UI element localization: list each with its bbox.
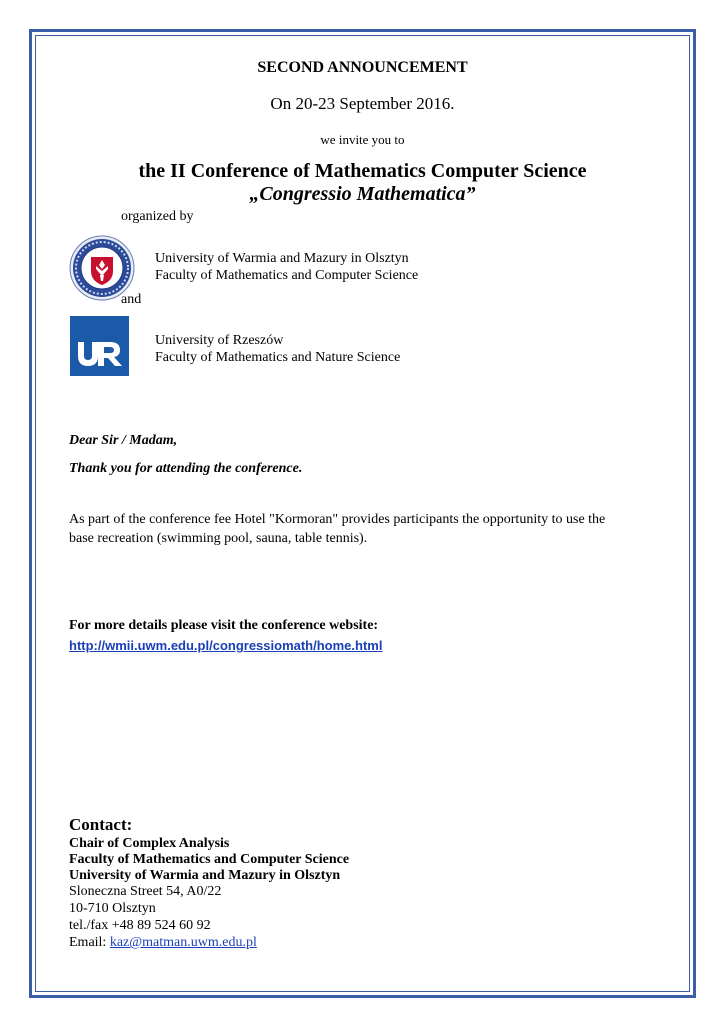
contact-email-line — [69, 935, 257, 951]
ur-logo-icon — [70, 316, 129, 376]
contact-phone: tel./fax +48 89 524 60 92 — [69, 918, 211, 933]
organized-by-label: organized by — [121, 209, 194, 224]
org2-university: University of Rzeszów — [155, 333, 284, 348]
and-label: and — [121, 292, 142, 307]
invite-text: we invite you to — [320, 132, 405, 147]
contact-chair: Chair of Complex Analysis — [69, 836, 230, 851]
org1-university: University of Warmia and Mazury in Olsztyn — [155, 251, 409, 266]
contact-faculty: Faculty of Mathematics and Computer Science — [69, 852, 350, 867]
details-text: For more details please visit the conference website: — [69, 618, 379, 633]
greeting: Dear Sir / Madam, — [69, 433, 178, 448]
contact-heading: Contact: — [69, 815, 133, 834]
thanks-text: Thank you for attending the conference. — [69, 461, 303, 476]
contact-email-link[interactable]: kaz@matman.uwm.edu.pl — [109, 935, 257, 950]
conference-title: the II Conference of Mathematics Computer Science — [138, 160, 587, 182]
conference-website-link[interactable]: http://wmii.uwm.edu.pl/congressiomath/home.html — [69, 638, 383, 653]
contact-city: 10-710 Olsztyn — [69, 901, 156, 916]
email-label: Email: — [69, 935, 110, 950]
hotel-paragraph-line2: base recreation (swimming pool, sauna, table tennis). — [69, 531, 368, 546]
org2-faculty: Faculty of Mathematics and Nature Science — [155, 350, 401, 365]
org1-faculty: Faculty of Mathematics and Computer Science — [155, 268, 419, 283]
contact-street: Sloneczna Street 54, A0/22 — [69, 884, 222, 899]
contact-university: University of Warmia and Mazury in Olsztyn — [69, 868, 341, 883]
conference-subtitle: „Congressio Mathematica” — [249, 183, 476, 205]
hotel-paragraph-line1: As part of the conference fee Hotel "Kormoran" provides participants the opportunity to use the — [69, 512, 606, 527]
conference-date: On 20-23 September 2016. — [270, 94, 455, 113]
announcement-heading: SECOND ANNOUNCEMENT — [257, 59, 468, 76]
